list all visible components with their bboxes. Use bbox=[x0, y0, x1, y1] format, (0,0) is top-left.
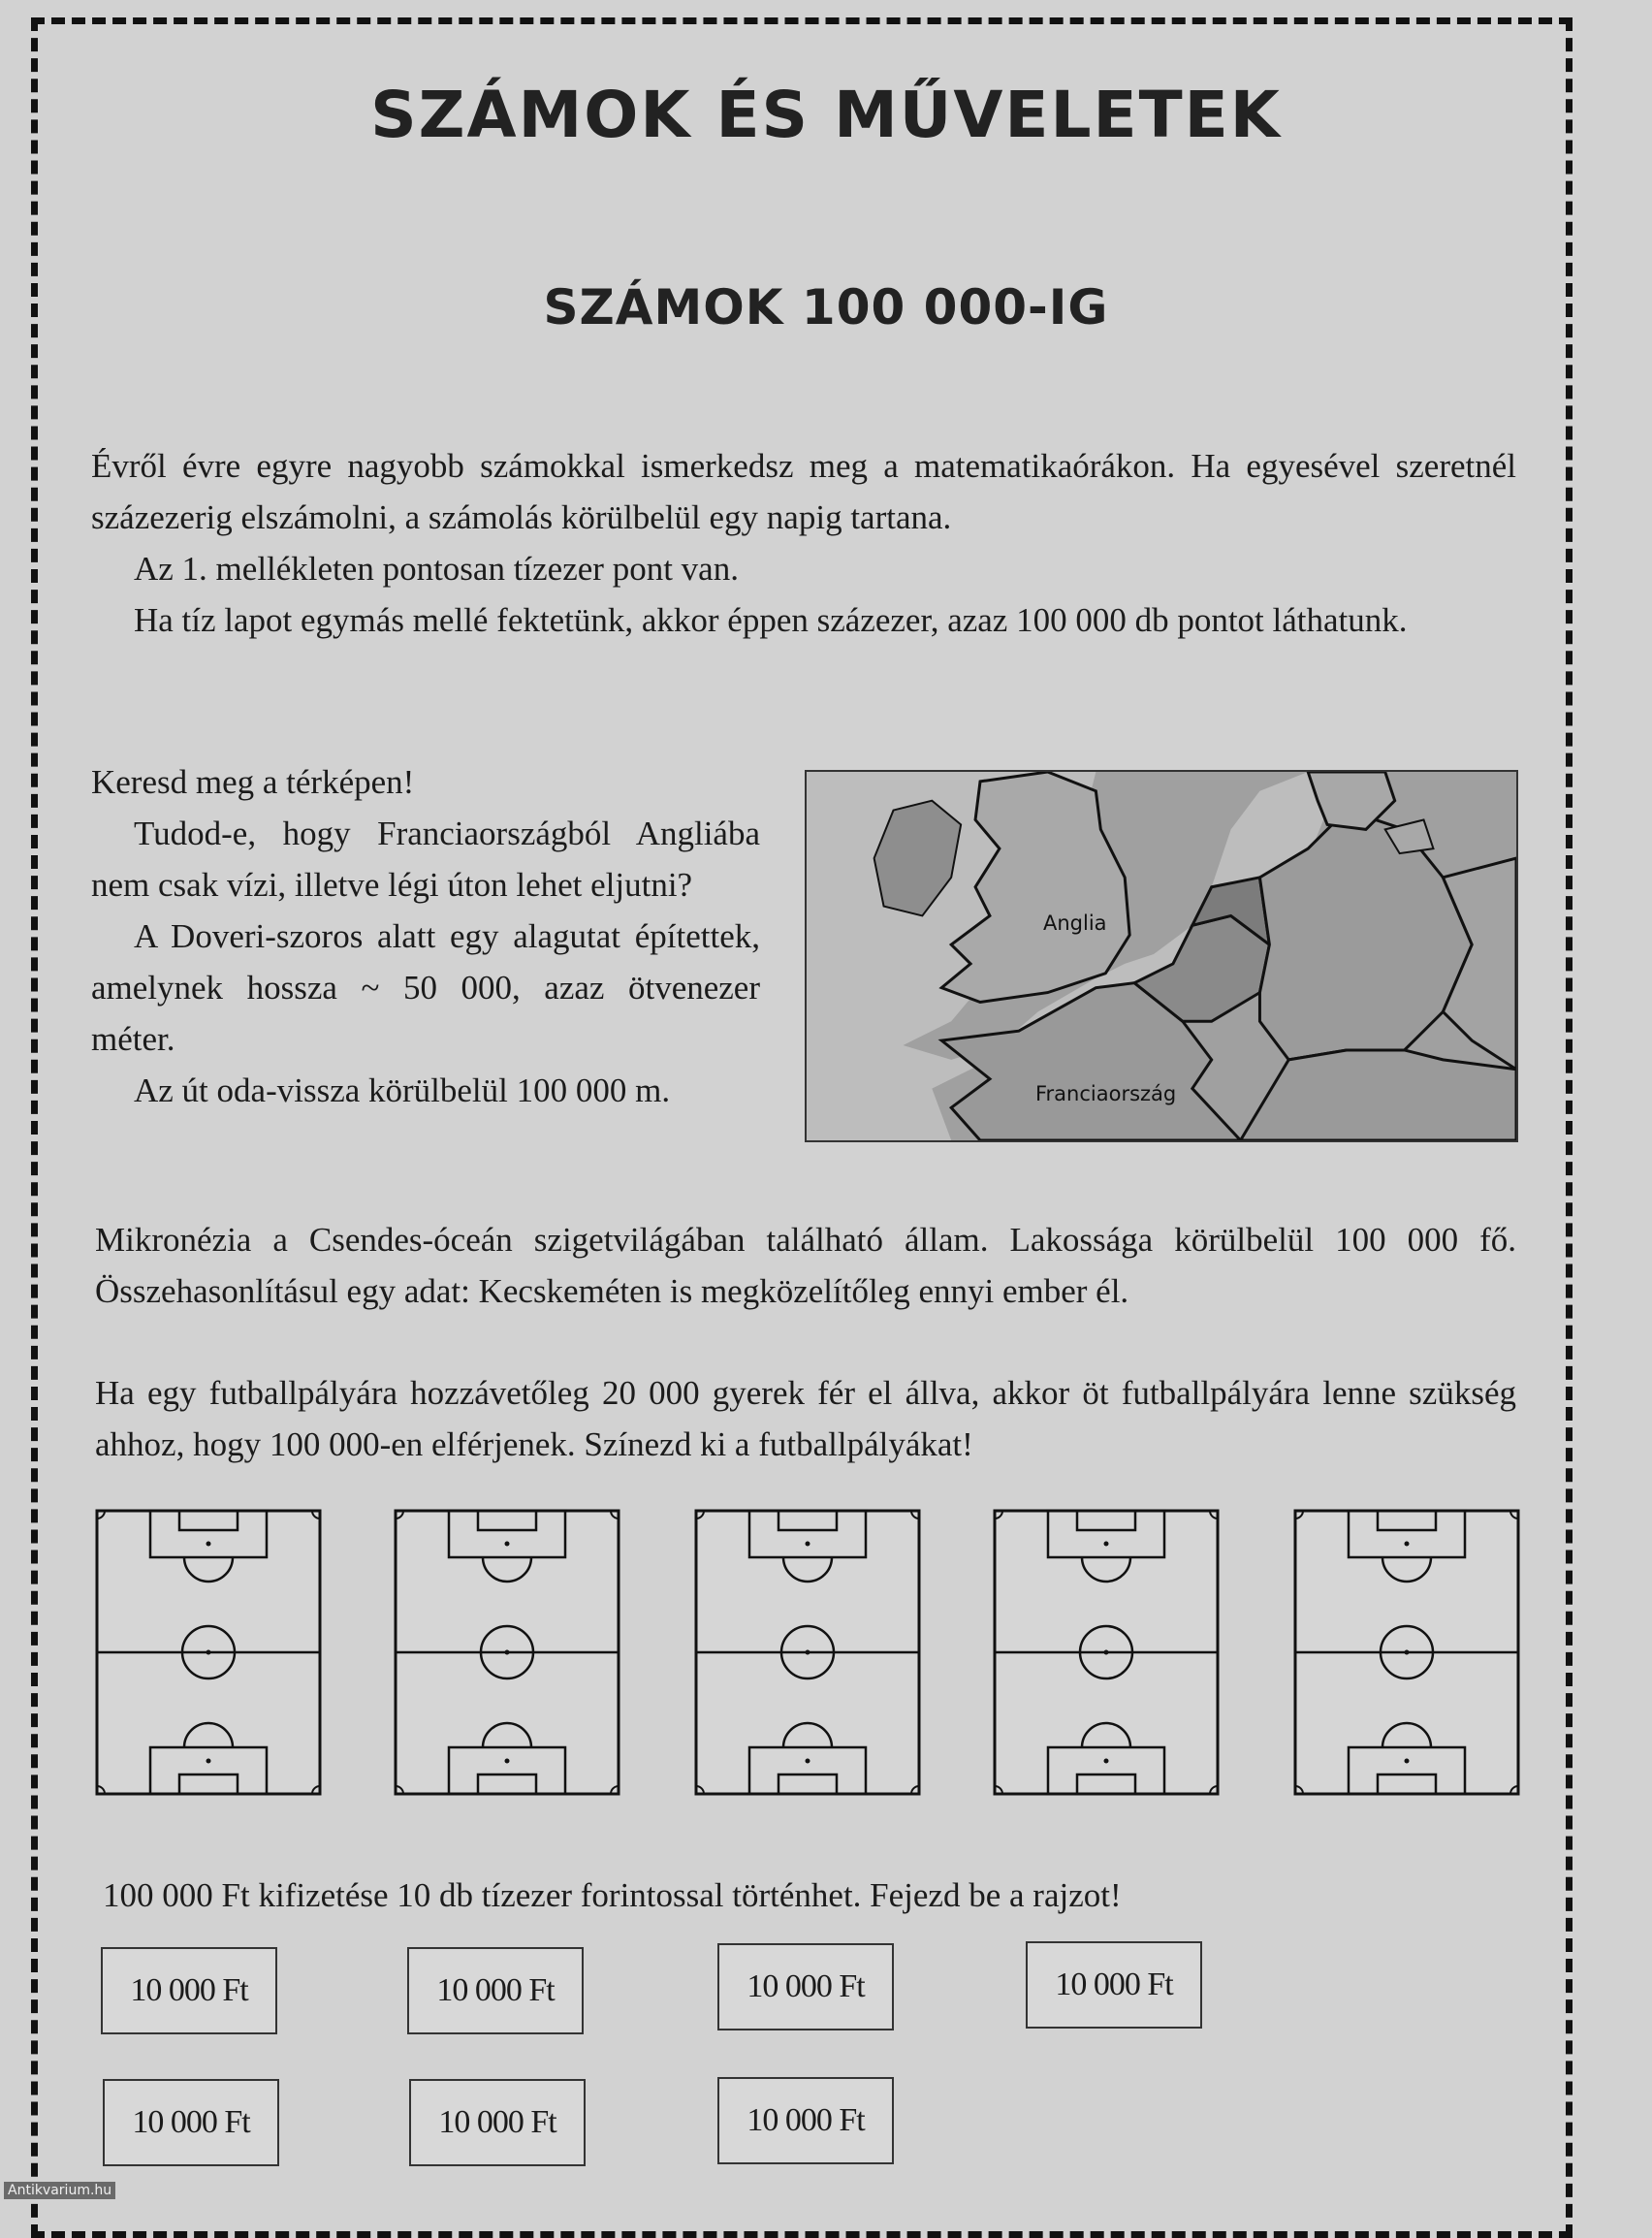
europe-map bbox=[805, 770, 1518, 1142]
football-pitch-2[interactable] bbox=[394, 1509, 620, 1796]
banknote-3[interactable] bbox=[717, 1943, 894, 2030]
football-pitch-1[interactable] bbox=[95, 1509, 322, 1796]
map-label-anglia: Anglia bbox=[1043, 911, 1107, 935]
football-pitch-4[interactable] bbox=[993, 1509, 1220, 1796]
watermark: Antikvarium.hu bbox=[4, 2182, 115, 2199]
intro-text bbox=[91, 440, 1516, 646]
money-paragraph: 100 000 Ft kifizetése 10 db tízezer forintossal történhet. Fejezd be a rajzot! bbox=[103, 1876, 1122, 1914]
map-paragraph-3: A Doveri-szoros alatt egy alagutat építettek, amelynek hossza ~ 50 000, azaz ötvenezer méter. bbox=[91, 917, 760, 1058]
banknote-6[interactable] bbox=[409, 2079, 586, 2166]
micronesia-paragraph: Mikronézia a Csendes-óceán szigetvilágában található állam. Lakossága körülbelül 100 000 fő. Összehasonlításul egy adat: Kecskeméten is megközelítőleg ennyi ember él. bbox=[95, 1221, 1516, 1310]
banknote-7[interactable] bbox=[717, 2077, 894, 2164]
intro-paragraph-3: Ha tíz lapot egymás mellé fektetünk, akkor éppen százezer, azaz 100 000 db pontot láthatunk. bbox=[134, 601, 1408, 639]
banknote-label: 10 000 Ft bbox=[747, 1968, 865, 2004]
banknote-label: 10 000 Ft bbox=[132, 2104, 250, 2140]
map-paragraph-2: Tudod-e, hogy Franciaországból Angliába nem csak vízi, illetve légi úton lehet eljutni? bbox=[91, 815, 760, 904]
football-pitch-3[interactable] bbox=[694, 1509, 921, 1796]
money-text bbox=[103, 1870, 1518, 1921]
map-section-text bbox=[91, 756, 760, 1116]
intro-paragraph-2: Az 1. mellékleten pontosan tízezer pont van. bbox=[134, 550, 739, 588]
banknote-4[interactable] bbox=[1026, 1941, 1202, 2029]
map-label-franciaorszag: Franciaország bbox=[1035, 1082, 1177, 1105]
map-paragraph-4: Az út oda-vissza körülbelül 100 000 m. bbox=[134, 1071, 671, 1109]
banknote-label: 10 000 Ft bbox=[1055, 1966, 1173, 2002]
map-paragraph-1: Keresd meg a térképen! bbox=[91, 763, 415, 801]
football-paragraph: Ha egy futballpályára hozzávetőleg 20 000 gyerek fér el állva, akkor öt futballpályára lenne szükség ahhoz, hogy 100 000-en elférjenek. Színezd ki a futballpályákat! bbox=[95, 1374, 1516, 1463]
football-pitches bbox=[95, 1509, 1522, 1800]
page-title: SZÁMOK ÉS MŰVELETEK bbox=[370, 78, 1282, 152]
micronesia-text bbox=[95, 1214, 1516, 1317]
banknote-label: 10 000 Ft bbox=[436, 1972, 555, 2008]
banknote-label: 10 000 Ft bbox=[747, 2102, 865, 2138]
football-text bbox=[95, 1367, 1516, 1470]
banknote-5[interactable] bbox=[103, 2079, 279, 2166]
section-title: SZÁMOK 100 000-IG bbox=[543, 279, 1109, 336]
banknote-2[interactable] bbox=[407, 1947, 584, 2034]
banknote-label: 10 000 Ft bbox=[130, 1972, 248, 2008]
banknote-label: 10 000 Ft bbox=[438, 2104, 556, 2140]
banknote-1[interactable] bbox=[101, 1947, 277, 2034]
football-pitch-5[interactable] bbox=[1293, 1509, 1520, 1796]
intro-paragraph-1: Évről évre egyre nagyobb számokkal ismerkedsz meg a matematikaórákon. Ha egyesével szeretnél százezerig elszámolni, a számolás körülbelül egy napig tartana. bbox=[91, 447, 1516, 536]
